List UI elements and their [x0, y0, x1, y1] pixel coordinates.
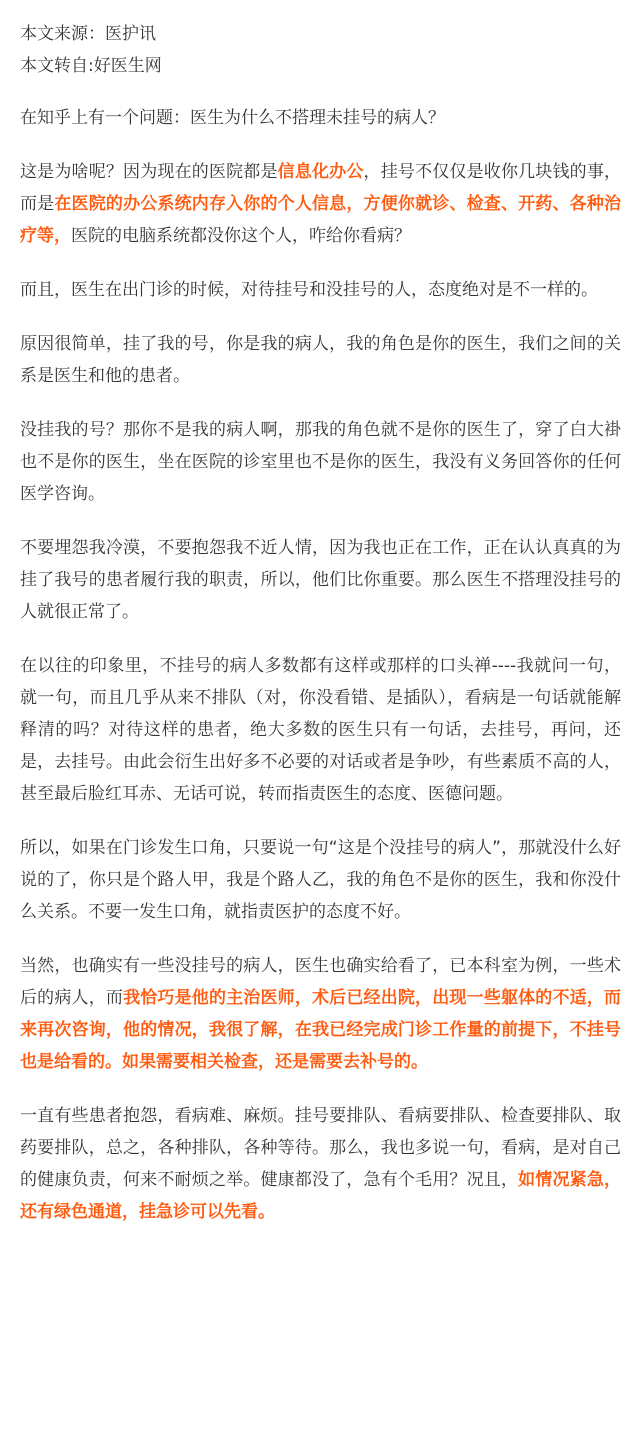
- text-run: 在以往的印象里，不挂号的病人多数都有这样或那样的口头禅----我就问一句，就一句，而且几乎从来不排队（对，你没看错、是插队），看病是一句话就能解释清的吗？对待这样的患者，绝大多数的医生只有一句话，去挂号，再问，还是，去挂号。由此会衍生出好多不必要的对话或者是争吵，有些素质不高的人，甚至最后脸红耳赤、无话可说，转而指责医生的态度、医德问题。: [20, 656, 621, 804]
- text-run: 所以，如果在门诊发生口角，只要说一句“这是个没挂号的病人”，那就没什么好说的了，你只是个路人甲，我是个路人乙，我的角色不是你的医生，我和你没什么关系。不要一发生口角，就指责医护的态度不好。: [20, 838, 621, 922]
- highlight-text: 信息化办公: [277, 162, 364, 182]
- text-run: 当然，也确实有一些没挂号的病人，医生也确实给看了，已本科室为例，一些术后的病人，而: [20, 956, 621, 1008]
- text-run: ，挂号不仅仅是收你几块钱的事，而是: [20, 162, 622, 214]
- text-run: 没挂我的号？那你不是我的病人啊，那我的角色就不是你的医生了，穿了白大褂也不是你的医生，坐在医院的诊室里也不是你的医生，我没有义务回答你的任何医学咨询。: [20, 420, 621, 504]
- text-run: 在知乎上有一个问题：医生为什么不搭理未挂号的病人？: [20, 108, 445, 128]
- text-run: 医院的电脑系统都没你这个人，咋给你看病？: [71, 226, 411, 246]
- highlight-text: 在医院的办公系统内存入你的个人信息，方便你就诊、检查、开药、各种治疗等，: [20, 194, 622, 246]
- paragraph-reason: [20, 156, 621, 252]
- paragraph-not-registered: [20, 414, 621, 510]
- text-run: 而且，医生在出门诊的时候，对待挂号和没挂号的人，态度绝对是不一样的。: [20, 280, 598, 300]
- text-run: 原因很简单，挂了我的号，你是我的病人，我的角色是你的医生，我们之间的关系是医生和他的患者。: [20, 334, 621, 386]
- paragraph-exception: [20, 950, 621, 1078]
- paragraph-question: [20, 102, 621, 134]
- text-run: 这是为啥呢？因为现在的医院都是: [20, 162, 278, 182]
- article-source: 本文来源：医护讯: [20, 24, 156, 44]
- paragraph-dispute: [20, 832, 621, 928]
- highlight-text: 我恰巧是他的主治医师，术后已经出院，出现一些躯体的不适，而来再次咨询，他的情况，我很了解，在我已经完成门诊工作量的前提下，不挂号也是给看的。如果需要相关检查，还是需要去补号的。: [20, 988, 622, 1072]
- paragraph-dont-complain: [20, 532, 621, 628]
- paragraph-queue: [20, 1100, 621, 1228]
- paragraph-attitude: [20, 274, 621, 306]
- paragraph-simple-reason: [20, 328, 621, 392]
- article-repost-source: 本文转自:好医生网: [20, 56, 162, 76]
- highlight-text: 如情况紧急，还有绿色通道，挂急诊可以先看。: [20, 1170, 622, 1222]
- paragraph-impression: [20, 650, 621, 810]
- text-run: 一直有些患者抱怨，看病难、麻烦。挂号要排队、看病要排队、检查要排队、取药要排队，总之，各种排队，各种等待。那么，我也多说一句，看病，是对自己的健康负责，何来不耐烦之举。健康都没了，急有个毛用？况且，: [20, 1106, 621, 1190]
- text-run: 不要埋怨我冷漠，不要抱怨我不近人情，因为我也正在工作，正在认认真真的为挂了我号的患者履行我的职责，所以，他们比你重要。那么医生不搭理没挂号的人就很正常了。: [20, 538, 621, 622]
